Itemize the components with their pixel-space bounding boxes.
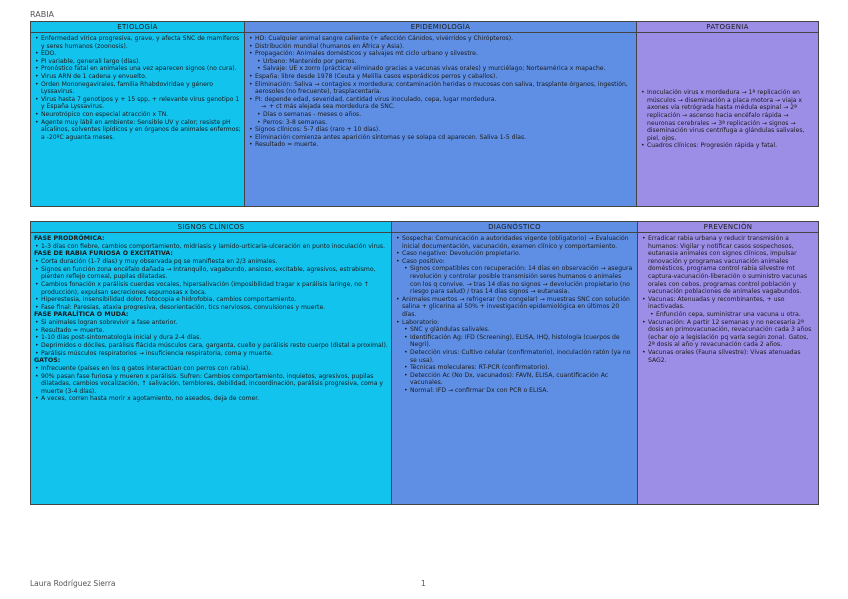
signos-item: • Cambios fonación x parálisis cuerdas vocales, hipersalivación (imposibilidad tragar x parálisis laringe, no ↑ producción), expulsan secreciones espumosas x boca. xyxy=(41,281,388,296)
diagnostico-item: • Animales muertos → refrigerar (no congelar) → muestras SNC con solución salina + glicerina al 50% + investigación epidemiológica en últimos 20 días. xyxy=(402,296,634,319)
diagnostico-item: • Identificación Ag: IFD (Screening), ELISA, IHQ, histología (cuerpos de Negri). xyxy=(402,334,634,349)
signos-item: • A veces, corren hasta morir x agotamiento, no aseados, deja de comer. xyxy=(41,395,388,403)
patogenia-item: • Cuadros clínicos: Progresión rápida y fatal. xyxy=(647,142,815,150)
top-table-body-row xyxy=(31,33,819,207)
etiologia-cell xyxy=(31,33,245,207)
etiologia-item: • Agente muy lábil en ambiente: Sensible UV y calor; resiste pH alcalinos, solventes lipídicos y en órganos de animales enfermos; a -20ºC aguanta meses. xyxy=(41,119,241,142)
signos-item: • 1-3 días con fiebre, cambios comportamiento, midriasis y lamido-urticaria-ulceración en punto inoculación virus. xyxy=(41,243,388,251)
prevencion-item: • Vacunas orales (Fauna silvestre): Vivas atenuadas SAG2. xyxy=(648,349,815,364)
signos-section-heading: FASE PRODRÓMICA: xyxy=(34,235,105,242)
diagnostico-item: • Normal: IFD → confirmar Dx con PCR o ELISA. xyxy=(402,387,634,395)
patogenia-list xyxy=(640,89,815,150)
epidemiologia-cell xyxy=(245,33,637,207)
signos-section-heading: GATOS: xyxy=(34,357,61,365)
signos-section-heading: FASE DE RABIA FURIOSA O EXCITATIVA: xyxy=(34,250,173,258)
epidemiologia-item: • Signos clínicos: 5-7 días (raro + 10 días). xyxy=(255,126,633,134)
signos-section-list xyxy=(34,243,388,251)
bottom-table xyxy=(30,221,819,505)
prevencion-item: • Vacunas: Atenuadas y recombinantes, + uso inactivadas. xyxy=(648,296,815,311)
etiologia-item: • Orden Mononegavirales, familia Rhabdoviridae y género Lyssavirus. xyxy=(41,81,241,96)
prevencion-list xyxy=(641,235,815,364)
diagnostico-item: • Signos compatibles con recuperación: 14 días en observación → asegura revolución y controlar posible transmisión seres humanos o animales con los q convive. → tras 14 días no signos → devolución propietario (no riesgo para salud) / tras 14 días signos → eutanasia. xyxy=(402,265,634,295)
epidemiologia-list xyxy=(248,35,633,149)
epidemiologia-item: • Días o semanas - meses o años. xyxy=(255,111,633,119)
etiologia-item: • Enfermedad vírica progresiva, grave, y afecta SNC de mamíferos y seres humanos (zoonosis). xyxy=(41,35,241,50)
signos-item: • 90% pasan fase furiosa y mueren x parálisis. Sufren: Cambios comportamiento, inquietos, agresivos, pupilas dilatadas, cambios vocalización, ↑ salivación, temblores, debilidad, incoordinación, parálisis progresiva, coma y muerte (3-4 días). xyxy=(41,373,388,396)
signos-section-list xyxy=(34,365,388,403)
epidemiologia-item: → + ct más alejada sea mordedura de SNC. xyxy=(255,103,633,111)
signos-item: • Deprimidos o dóciles, parálisis flácida músculos cara, garganta, cuello y parálisis resto cuerpo (distal a proximal). xyxy=(41,342,388,350)
signos-cell xyxy=(31,233,392,505)
header-etiologia: ETIOLOGÍA xyxy=(31,22,245,33)
signos-item: • Fase final: Paresias, ataxia progresiva, desorientación, tics nerviosos, convulsiones y muerte. xyxy=(41,304,388,312)
diagnostico-item: • Laboratorio: xyxy=(402,319,634,327)
epidemiologia-item: • Distribución mundial (humanos en África y Asia). xyxy=(255,43,633,51)
diagnostico-item: • Técnicas moleculares: RT-PCR (confirmatorio). xyxy=(402,364,634,372)
etiologia-list xyxy=(34,35,241,141)
diagnostico-item: • Detección Ac (No Dx, vacunados): FAVN, ELISA, cuantificación Ac vacunales. xyxy=(402,372,634,387)
diagnostico-cell xyxy=(392,233,638,505)
signos-section-list xyxy=(34,319,388,357)
epidemiologia-item: • Resultado = muerte. xyxy=(255,141,633,149)
signos-item: • Parálisis músculos respiratorios → insuficiencia respiratoria, coma y muerte. xyxy=(41,350,388,358)
signos-section-list xyxy=(34,258,388,311)
epidemiologia-item: • Propagación: Animales domésticos y salvajes mt ciclo urbano y silvestre. xyxy=(255,50,633,58)
etiologia-item: • EDO. xyxy=(41,50,241,58)
signos-item: • Infrecuente (países en los q gatos interactúan con perros con rabia). xyxy=(41,365,388,373)
document-title: RABIA xyxy=(30,10,55,19)
epidemiologia-item: • Salvaje: UE x zorro (práctica/ eliminado gracias a vacunas vivas orales) y murciélago; Norteamérica x mapache. xyxy=(255,65,633,73)
epidemiologia-item: • HD: Cualquier animal sangre caliente (+ afección Cánidos, vivérridos y Chirópteros). xyxy=(255,35,633,43)
header-epidemiologia: EPIDEMIOLOGÍA xyxy=(245,22,637,33)
header-patogenia: PATOGENIA xyxy=(637,22,819,33)
epidemiologia-item: • Perros: 3-8 semanas. xyxy=(255,119,633,127)
etiologia-item: • Virus ARN de 1 cadena y envuelto. xyxy=(41,73,241,81)
epidemiologia-item: • Eliminación: Saliva → contagios x mordedura; contaminación heridas o mucosas con saliva, trasplante órganos, ingestión, aerosoles (no frecuente), trasplacentaria. xyxy=(255,81,633,96)
diagnostico-item: • Detección virus: Cultivo celular (confirmatorio), inoculación ratón (ya no se usa). xyxy=(402,349,634,364)
signos-section-heading: FASE PARALÍTICA O MUDA: xyxy=(34,311,129,319)
bottom-table-body-row xyxy=(31,233,819,505)
etiologia-item: • Virus hasta 7 genotipos y + 15 spp, + relevante virus genotipo 1 y España Lyssavirus. xyxy=(41,96,241,111)
footer-page-number: 1 xyxy=(421,579,426,588)
prevencion-cell xyxy=(638,233,819,505)
diagnostico-item: • Caso positivo: xyxy=(402,258,634,266)
epidemiologia-item: • España: libre desde 1978 (Ceuta y Melilla casos esporádicos perros y caballos). xyxy=(255,73,633,81)
diagnostico-list xyxy=(395,235,634,394)
diagnostico-item: • Sospecha: Comunicación a autoridades vigente (obligatorio) → Evaluación inicial documentación, vacunación, examen clínico y comportamiento. xyxy=(402,235,634,250)
signos-item: • 1-10 días post-sintomatología inicial y dura 2-4 días. xyxy=(41,334,388,342)
signos-item: • Si animales logran sobrevivir a fase anterior. xyxy=(41,319,388,327)
epidemiologia-item: • Eliminación comienza antes aparición síntomas y se solapa cd aparecen. Saliva 1-5 días. xyxy=(255,134,633,142)
epidemiologia-item: • Urbano: Mantenido por perros. xyxy=(255,58,633,66)
header-signos: SIGNOS CLÍNICOS xyxy=(31,222,392,233)
header-prevencion: PREVENCIÓN xyxy=(638,222,819,233)
header-diagnostico: DIAGNÓSTICO xyxy=(392,222,638,233)
signos-item: • Signos en función zona encéfalo dañada → Intranquilo, vagabundo, ansioso, excitable, agresivos, estrabismo, pierden reflejo corneal, pupilas dilatadas. xyxy=(41,266,388,281)
top-table-header-row xyxy=(31,22,819,33)
bottom-table-header-row xyxy=(31,222,819,233)
diagnostico-item: • SNC y glándulas salivales. xyxy=(402,326,634,334)
epidemiologia-item: • PI: depende edad, severidad, cantidad virus inoculado, cepa, lugar mordedura. xyxy=(255,96,633,104)
prevencion-item: • Erradicar rabia urbana y reducir transmisión a humanos: Vigilar y notificar casos sospechosos, eutanasia animales con signos clínicos, impulsar renovación y programas vacunación animales domésticos, programa control rabia silvestre mt captura-vacunación-liberación o suministro vacunas orales con cebos, programas control población y vacunación poblaciones de animales vagabundos. xyxy=(648,235,815,296)
signos-item: • Hiperestesia, insensibilidad dolor, fotocopia e hidrofobia, cambios comportamiento. xyxy=(41,296,388,304)
prevencion-item: • Vacunación: A partir 12 semanas y no necesaria 2ª dosis en primovacunación, revacunación cada 3 años (echar ojo a legislación pq varía según zona). Gatos, 2ª dosis al año y revacunación cada 2 años. xyxy=(648,319,815,349)
signos-list xyxy=(34,235,388,403)
diagnostico-item: • Caso negativo: Devolución propietario. xyxy=(402,250,634,258)
patogenia-item: • Inoculación virus x mordedura → 1ª replicación en músculos → diseminación a placa motora → viaja x axones vía retrógrada hasta médula espinal → 2ª replicación → ascenso hacia encéfalo rápida → neuronas cerebrales → 3ª replicación → signos → diseminación virus centrífuga a glándulas salivales, piel, ojos. xyxy=(647,89,815,142)
patogenia-cell xyxy=(637,33,819,207)
signos-item: • Resultado = muerte. xyxy=(41,327,388,335)
footer-author: Laura Rodríguez Sierra xyxy=(30,579,116,588)
signos-item: • Corta duración (1-7 días) y muy observada pq se manifiesta en 2/3 animales. xyxy=(41,258,388,266)
prevencion-item: • Enfunción cepa, suministrar una vacuna u otra. xyxy=(648,311,815,319)
etiologia-item: • PI variable, generalI largo (días). xyxy=(41,58,241,66)
etiologia-item: • Pronóstico fatal en animales una vez aparecen signos (no cura). xyxy=(41,65,241,73)
etiologia-item: • Neurotrópico con especial atracción x TN. xyxy=(41,111,241,119)
top-table xyxy=(30,21,819,207)
